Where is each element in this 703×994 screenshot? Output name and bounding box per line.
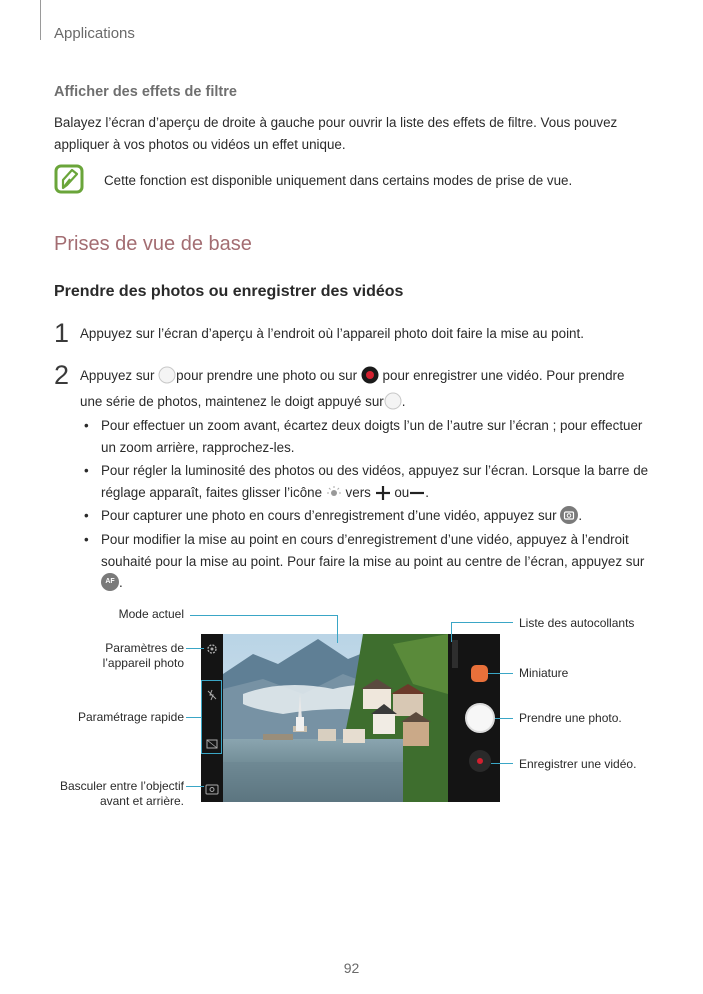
step-2-line1 xyxy=(80,365,650,391)
header-rule xyxy=(40,0,41,40)
callout-line-mode xyxy=(190,615,338,616)
shutter-button-icon xyxy=(158,366,176,391)
bullet-4-line3 xyxy=(101,572,644,594)
step-2-number: 2 xyxy=(54,360,70,390)
flash-off-icon[interactable] xyxy=(206,688,218,700)
header-title: Applications xyxy=(54,25,135,42)
bullet-2-line2d: . xyxy=(425,484,429,500)
bullet-2-line1: Pour régler la luminosité des photos ou des vidéos, appuyez sur l’écran. Lorsque la barre de xyxy=(101,463,649,478)
callout-thumbnail: Miniature xyxy=(519,666,569,680)
step-2-line2 xyxy=(80,391,650,417)
settings-gear-icon[interactable] xyxy=(205,642,219,656)
callout-switch-camera xyxy=(40,779,184,809)
page-number: 92 xyxy=(343,960,360,976)
af-icon-label: AF xyxy=(105,578,115,585)
callout-line-switch xyxy=(186,786,204,787)
thumbnail-preview[interactable] xyxy=(471,665,488,682)
callout-record-video: Enregistrer une vidéo. xyxy=(519,757,637,771)
shutter-button-icon-2 xyxy=(384,392,402,417)
callout-switch-camera-line2: avant et arrière. xyxy=(99,794,184,808)
callout-line-photo xyxy=(495,718,513,719)
bullet-2-line2b: vers xyxy=(345,484,371,500)
step-2-part3: pour enregistrer une vidéo. Pour prendre xyxy=(382,368,625,383)
callout-line-quick xyxy=(186,717,201,718)
record-dot-icon xyxy=(477,758,483,764)
step-1-text: Appuyez sur l’écran d’aperçu à l’endroit où l’appareil photo doit faire la mise au point. xyxy=(80,326,584,341)
step-2-part5: . xyxy=(401,393,406,409)
bullet-2-line2 xyxy=(101,482,648,508)
callout-camera-settings-line1: Paramètres de xyxy=(105,641,184,655)
bullet-4-line1: Pour modifier la mise au point en cours d’enregistrement d’une vidéo, appuyez à l’endroit xyxy=(101,532,629,547)
callout-sticker-list: Liste des autocollants xyxy=(519,616,635,630)
callout-take-photo: Prendre une photo. xyxy=(519,711,622,725)
bullet-4-dot: • xyxy=(84,532,89,547)
bullet-2-dot: • xyxy=(84,463,89,478)
step-2-part4: une série de photos, maintenez le doigt appuyé sur xyxy=(80,393,384,409)
step-2-part1: Appuyez sur xyxy=(80,368,155,383)
bullet-4-line2: souhaité pour la mise au point. Pour faire la mise au point au centre de l’écran, appuyez sur xyxy=(101,553,645,569)
step-2-part2: pour prendre une photo ou sur xyxy=(176,368,358,383)
bullet-2 xyxy=(101,460,648,507)
camera-preview-landscape[interactable] xyxy=(223,634,448,802)
callout-switch-camera-line1: Basculer entre l’objectif xyxy=(59,779,184,793)
bullet-1-line1: Pour effectuer un zoom avant, écartez deux doigts l’un de l’autre sur l’écran ; pour effectuer xyxy=(101,418,643,433)
bullet-2-line2a: réglage apparaît, faites glisser l’icône xyxy=(101,484,323,500)
callout-line-mode-vertical xyxy=(337,615,338,643)
callout-mode-actuel: Mode actuel xyxy=(118,607,184,621)
minus-icon xyxy=(409,485,425,508)
bullet-3-dot: • xyxy=(84,508,89,523)
bullet-4 xyxy=(101,529,644,594)
section-title: Prises de vue de base xyxy=(54,233,252,255)
af-focus-icon xyxy=(101,573,119,591)
record-video-button[interactable] xyxy=(469,750,491,772)
bullet-1 xyxy=(101,415,642,458)
callout-line-stickers xyxy=(451,622,513,623)
filter-section-title: Afficher des effets de filtre xyxy=(54,84,237,100)
filter-paragraph-line1: Balayez l’écran d’aperçu de droite à gauche pour ouvrir la liste des effets de filtre. Vous pouvez xyxy=(54,115,618,130)
bullet-1-dot: • xyxy=(84,418,89,433)
bullet-2-line2c: ou xyxy=(394,484,410,500)
record-button-icon xyxy=(361,366,379,391)
callout-camera-settings xyxy=(60,641,184,671)
note-pencil-icon xyxy=(54,164,84,194)
filter-paragraph xyxy=(54,112,617,155)
aspect-ratio-icon[interactable] xyxy=(206,736,218,746)
plus-icon xyxy=(375,485,391,508)
callout-line-stickers-vertical xyxy=(451,622,452,642)
brightness-bulb-icon xyxy=(326,485,342,508)
bullet-3-end: . xyxy=(578,508,583,523)
take-photo-button[interactable] xyxy=(465,703,495,733)
callout-line-video xyxy=(491,763,513,764)
filter-paragraph-line2: appliquer à vos photos ou vidéos un effet unique. xyxy=(54,136,346,152)
subsection-title: Prendre des photos ou enregistrer des vidéos xyxy=(54,283,404,300)
callout-line-thumbnail xyxy=(488,673,513,674)
capture-camera-icon xyxy=(560,506,578,531)
step-2-text xyxy=(80,365,650,416)
bullet-3 xyxy=(101,505,582,531)
step-1-number: 1 xyxy=(54,318,70,348)
bullet-1-line2: un zoom arrière, rapprochez-les. xyxy=(101,439,295,455)
callout-quick-settings: Paramétrage rapide xyxy=(77,710,184,724)
note-text: Cette fonction est disponible uniquement dans certains modes de prise de vue. xyxy=(104,173,573,188)
callout-line-settings xyxy=(186,648,204,649)
bullet-4-end: . xyxy=(119,575,123,590)
callout-camera-settings-line2: l’appareil photo xyxy=(102,656,184,670)
sticker-list-handle[interactable] xyxy=(452,640,458,668)
bullet-3-text: Pour capturer une photo en cours d’enregistrement d’une vidéo, appuyez sur xyxy=(101,508,557,523)
switch-camera-icon[interactable] xyxy=(205,782,219,794)
